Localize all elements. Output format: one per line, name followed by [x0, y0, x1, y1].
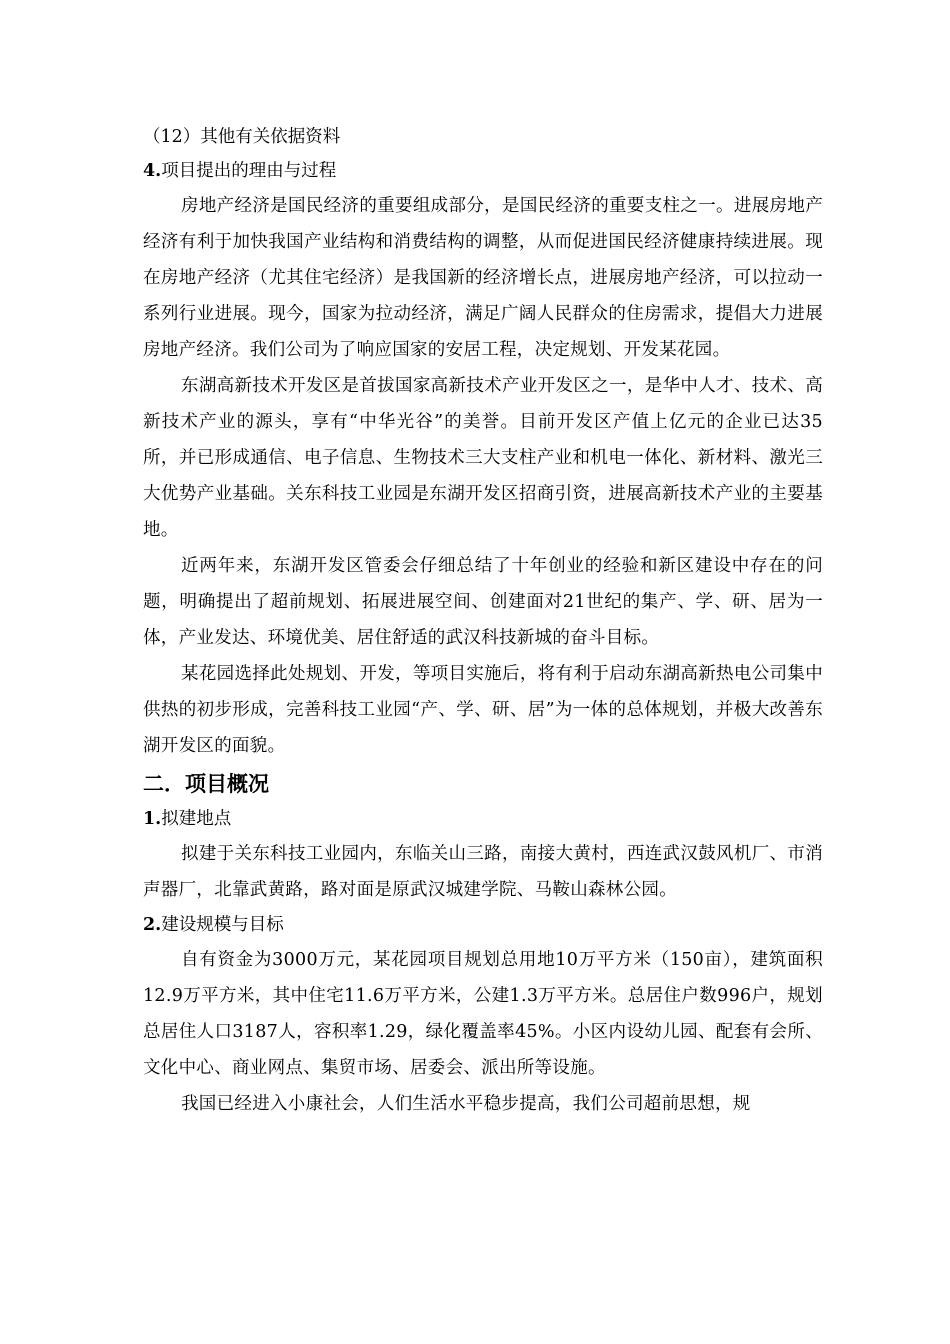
paragraph: 东湖高新技术开发区是首拔国家高新技术产业开发区之一，是华中人才、技术、高新技术产业的源头，享有“中华光谷”的美誉。目前开发区产值上亿元的企业已达35所，并已形成通信、电子信息、生物技术三大支柱产业和机电一体化、新材料、激光三大优势产业基础。关东科技工业园是东湖开发区招商引资，进展高新技术产业的主要基地。: [143, 376, 823, 540]
document-body: [143, 120, 823, 1122]
paragraph: 某花园选择此处规划、开发，等项目实施后，将有利于启动东湖高新热电公司集中供热的初步形成，完善科技工业园“产、学、研、居”为一体的总体规划，并极大改善东湖开发区的面貌。: [143, 664, 823, 756]
subheading-2: [143, 908, 823, 942]
paragraph: 房地产经济是国民经济的重要组成部分，是国民经济的重要支柱之一。进展房地产经济有利于加快我国产业结构和消费结构的调整，从而促进国民经济健康持续进展。现在房地产经济（尤其住宅经济）是我国新的经济增长点，进展房地产经济，可以拉动一系列行业进展。现今，国家为拉动经济，满足广阔人民群众的住房需求，提倡大力进展房地产经济。我们公司为了响应国家的安居工程，决定规划、开发某花园。: [143, 196, 823, 360]
subheading-number: 2.: [143, 915, 162, 935]
subheading-title: 拟建地点: [161, 809, 232, 829]
paragraph: 近两年来，东湖开发区管委会仔细总结了十年创业的经验和新区建设中存在的问题，明确提出了超前规划、拓展进展空间、创建面对21世纪的集产、学、研、居为一体，产业发达、环境优美、居住舒适的武汉科技新城的奋斗目标。: [143, 556, 823, 648]
paragraph: 拟建于关东科技工业园内，东临关山三路，南接大黄村，西连武汉鼓风机厂、市消声器厂，北靠武黄路，路对面是原武汉城建学院、马鞍山森林公园。: [143, 844, 823, 900]
subheading-number: 4.: [143, 161, 162, 181]
paragraph: 我国已经进入小康社会，人们生活水平稳步提高，我们公司超前思想，规: [181, 1094, 751, 1114]
paragraph: 自有资金为3000万元，某花园项目规划总用地10万平方米（150亩），建筑面积12.9万平方米，其中住宅11.6万平方米，公建1.3万平方米。总居住户数996户，规划总居住人口3187人，容积率1.29，绿化覆盖率45%。小区内设幼儿园、配套有会所、文化中心、商业网点、集贸市场、居委会、派出所等设施。: [143, 950, 823, 1078]
section-heading: 二．项目概况: [143, 771, 269, 796]
subheading-title: 项目提出的理由与过程: [161, 161, 337, 181]
subheading-number: 1.: [143, 809, 162, 829]
subheading-1: [143, 802, 823, 836]
list-item-12: （12）其他有关依据资料: [143, 127, 341, 147]
subheading-4: [143, 154, 823, 188]
subheading-title: 建设规模与目标: [161, 915, 284, 935]
